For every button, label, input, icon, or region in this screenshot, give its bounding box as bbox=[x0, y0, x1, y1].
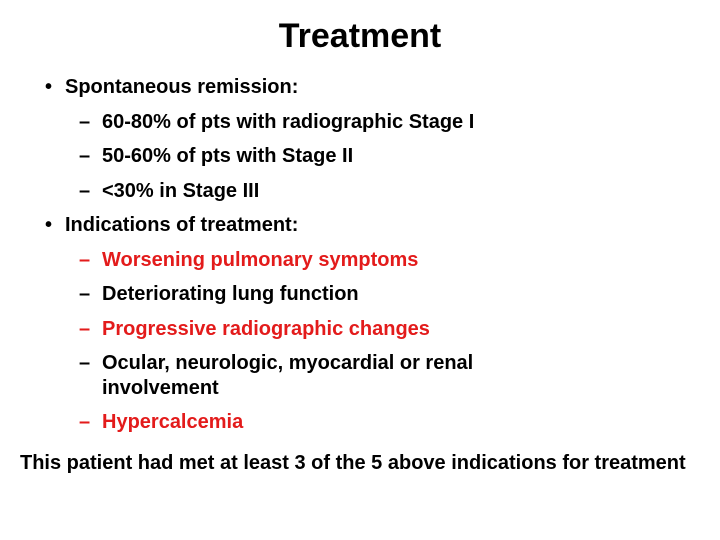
sub-bullet-stage-3 bbox=[40, 174, 700, 209]
bullet-list bbox=[40, 70, 700, 440]
sub-bullet-stage-2 bbox=[40, 139, 700, 174]
sub-bullet-text: 50-60% of pts with Stage II bbox=[102, 145, 354, 167]
sub-bullet-text: Ocular, neurologic, myocardial or renal bbox=[102, 352, 474, 374]
sub-bullet-marker: – bbox=[79, 317, 91, 340]
bullet-text: Indications of treatment: bbox=[65, 214, 299, 236]
sub-bullet-marker: – bbox=[79, 110, 91, 133]
sub-bullet-text: <30% in Stage III bbox=[102, 179, 260, 202]
sub-bullet-stage-1 bbox=[40, 105, 700, 140]
sub-bullet-marker: – bbox=[79, 283, 91, 305]
sub-bullet-radiographic-changes bbox=[40, 312, 700, 347]
sub-bullet-marker: – bbox=[79, 411, 91, 433]
sub-bullet-hypercalcemia bbox=[40, 405, 700, 440]
sub-bullet-marker: – bbox=[79, 352, 91, 374]
bullet-marker: • bbox=[45, 214, 53, 236]
bullet-indications bbox=[40, 208, 700, 243]
bullet-spontaneous-remission bbox=[40, 70, 700, 105]
slide-title: Treatment bbox=[278, 17, 442, 55]
sub-bullet-continuation bbox=[40, 371, 700, 406]
sub-bullet-text: Progressive radiographic changes bbox=[102, 317, 430, 340]
sub-bullet-lung-function bbox=[40, 277, 700, 312]
sub-bullet-marker: – bbox=[79, 145, 91, 167]
sub-bullet-marker: – bbox=[79, 179, 91, 202]
sub-bullet-text: 60-80% of pts with radiographic Stage I bbox=[102, 110, 475, 133]
sub-bullet-continuation-text: involvement bbox=[102, 376, 219, 399]
sub-bullet-text: Deteriorating lung function bbox=[102, 283, 359, 305]
bullet-marker: • bbox=[45, 76, 53, 98]
bullet-text: Spontaneous remission: bbox=[65, 76, 299, 98]
sub-bullet-marker: – bbox=[79, 248, 91, 271]
sub-bullet-pulmonary-symptoms bbox=[40, 243, 700, 278]
sub-bullet-text: Hypercalcemia bbox=[102, 411, 244, 433]
summary-note: This patient had met at least 3 of the 5 above indications for treatment bbox=[20, 452, 686, 474]
sub-bullet-text: Worsening pulmonary symptoms bbox=[102, 248, 419, 271]
